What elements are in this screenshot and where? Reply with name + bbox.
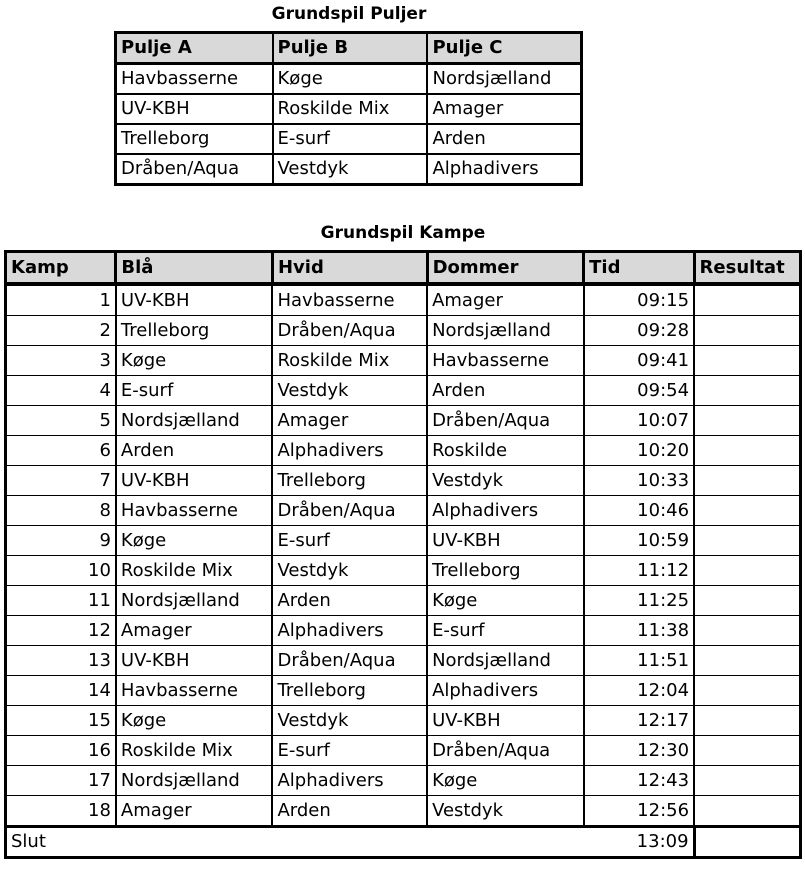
blaa-team: Arden bbox=[116, 436, 273, 466]
puljer-cell: Dråben/Aqua bbox=[116, 154, 273, 185]
tid-cell: 09:15 bbox=[584, 284, 694, 316]
tid-cell: 09:54 bbox=[584, 376, 694, 406]
kamp-number: 11 bbox=[6, 586, 116, 616]
dommer-team: Køge bbox=[427, 766, 584, 796]
dommer-team: Vestdyk bbox=[427, 466, 584, 496]
tid-cell: 10:20 bbox=[584, 436, 694, 466]
hvid-team: Dråben/Aqua bbox=[272, 316, 427, 346]
kampe-title: Grundspil Kampe bbox=[320, 223, 486, 243]
kampe-table bbox=[4, 250, 802, 859]
dommer-team: Nordsjælland bbox=[427, 316, 584, 346]
kamp-number: 13 bbox=[6, 646, 116, 676]
hvid-team: Roskilde Mix bbox=[272, 346, 427, 376]
blaa-team: Køge bbox=[116, 526, 273, 556]
header-kamp: Kamp bbox=[6, 252, 116, 285]
hvid-team: Trelleborg bbox=[272, 466, 427, 496]
resultat-cell bbox=[694, 284, 800, 316]
dommer-team: UV-KBH bbox=[427, 526, 584, 556]
puljer-cell: Roskilde Mix bbox=[273, 94, 428, 124]
table-row bbox=[6, 766, 801, 796]
kamp-number: 6 bbox=[6, 436, 116, 466]
resultat-cell bbox=[694, 586, 800, 616]
puljer-cell: Trelleborg bbox=[116, 124, 273, 154]
tid-cell: 11:38 bbox=[584, 616, 694, 646]
table-row bbox=[6, 706, 801, 736]
resultat-cell bbox=[694, 706, 800, 736]
puljer-cell: E-surf bbox=[273, 124, 428, 154]
resultat-cell bbox=[694, 556, 800, 586]
resultat-cell bbox=[694, 616, 800, 646]
kamp-number: 8 bbox=[6, 496, 116, 526]
tid-cell: 09:41 bbox=[584, 346, 694, 376]
header-blaa: Blå bbox=[116, 252, 273, 285]
hvid-team: E-surf bbox=[272, 526, 427, 556]
puljer-cell: Køge bbox=[273, 64, 428, 95]
blaa-team: Havbasserne bbox=[116, 676, 273, 706]
hvid-team: Dråben/Aqua bbox=[272, 496, 427, 526]
dommer-team: Havbasserne bbox=[427, 346, 584, 376]
kamp-number: 14 bbox=[6, 676, 116, 706]
blaa-team: UV-KBH bbox=[116, 646, 273, 676]
dommer-team: UV-KBH bbox=[427, 706, 584, 736]
table-row bbox=[6, 496, 801, 526]
resultat-cell bbox=[694, 436, 800, 466]
kamp-number: 5 bbox=[6, 406, 116, 436]
header-tid: Tid bbox=[584, 252, 694, 285]
kamp-number: 15 bbox=[6, 706, 116, 736]
dommer-team: Dråben/Aqua bbox=[427, 406, 584, 436]
hvid-team: Vestdyk bbox=[272, 706, 427, 736]
resultat-cell bbox=[694, 646, 800, 676]
table-row bbox=[6, 646, 801, 676]
puljer-cell: Vestdyk bbox=[273, 154, 428, 185]
blaa-team: Roskilde Mix bbox=[116, 556, 273, 586]
hvid-team: Amager bbox=[272, 406, 427, 436]
blaa-team: E-surf bbox=[116, 376, 273, 406]
blaa-team: Havbasserne bbox=[116, 496, 273, 526]
hvid-team: Alphadivers bbox=[272, 436, 427, 466]
hvid-team: Alphadivers bbox=[272, 616, 427, 646]
table-row bbox=[6, 316, 801, 346]
resultat-cell bbox=[694, 376, 800, 406]
dommer-team: Dråben/Aqua bbox=[427, 736, 584, 766]
blaa-team: UV-KBH bbox=[116, 284, 273, 316]
tid-cell: 12:30 bbox=[584, 736, 694, 766]
tid-cell: 12:17 bbox=[584, 706, 694, 736]
resultat-cell bbox=[694, 496, 800, 526]
slut-empty bbox=[694, 827, 800, 858]
tid-cell: 11:25 bbox=[584, 586, 694, 616]
blaa-team: Nordsjælland bbox=[116, 406, 273, 436]
hvid-team: Arden bbox=[272, 796, 427, 827]
dommer-team: Arden bbox=[427, 376, 584, 406]
resultat-cell bbox=[694, 766, 800, 796]
tid-cell: 10:59 bbox=[584, 526, 694, 556]
dommer-team: E-surf bbox=[427, 616, 584, 646]
resultat-cell bbox=[694, 346, 800, 376]
blaa-team: Nordsjælland bbox=[116, 586, 273, 616]
slut-time: 13:09 bbox=[584, 827, 694, 858]
resultat-cell bbox=[694, 406, 800, 436]
puljer-cell: Amager bbox=[427, 94, 581, 124]
table-row bbox=[6, 556, 801, 586]
blaa-team: Køge bbox=[116, 706, 273, 736]
puljer-cell: Alphadivers bbox=[432, 158, 539, 179]
kamp-number: 1 bbox=[6, 284, 116, 316]
hvid-team: Vestdyk bbox=[272, 556, 427, 586]
dommer-team: Nordsjælland bbox=[427, 646, 584, 676]
kamp-number: 3 bbox=[6, 346, 116, 376]
table-row bbox=[6, 466, 801, 496]
table-row bbox=[6, 796, 801, 827]
puljer-title: Grundspil Puljer bbox=[271, 4, 427, 24]
puljer-cell: Nordsjælland bbox=[427, 64, 581, 95]
table-row bbox=[6, 736, 801, 766]
table-row bbox=[6, 526, 801, 556]
header-pulje-a: Pulje A bbox=[116, 33, 273, 64]
table-row bbox=[6, 676, 801, 706]
dommer-team: Amager bbox=[427, 284, 584, 316]
puljer-row bbox=[116, 124, 582, 154]
header-hvid: Hvid bbox=[272, 252, 427, 285]
dommer-team: Køge bbox=[427, 586, 584, 616]
dommer-team: Alphadivers bbox=[427, 676, 584, 706]
tid-cell: 12:43 bbox=[584, 766, 694, 796]
blaa-team: UV-KBH bbox=[116, 466, 273, 496]
dommer-team: Trelleborg bbox=[427, 556, 584, 586]
tid-cell: 10:46 bbox=[584, 496, 694, 526]
table-row bbox=[6, 616, 801, 646]
table-row bbox=[6, 406, 801, 436]
tid-cell: 09:28 bbox=[584, 316, 694, 346]
puljer-cell: UV-KBH bbox=[116, 94, 273, 124]
slut-row bbox=[6, 827, 801, 858]
kamp-number: 4 bbox=[6, 376, 116, 406]
puljer-table bbox=[114, 31, 583, 186]
blaa-team: Nordsjælland bbox=[116, 766, 273, 796]
blaa-team: Amager bbox=[116, 796, 273, 827]
resultat-cell bbox=[694, 736, 800, 766]
resultat-cell bbox=[694, 466, 800, 496]
resultat-cell bbox=[694, 676, 800, 706]
blaa-team: Køge bbox=[116, 346, 273, 376]
table-row bbox=[6, 376, 801, 406]
tid-cell: 10:07 bbox=[584, 406, 694, 436]
resultat-cell bbox=[694, 796, 800, 827]
tid-cell: 10:33 bbox=[584, 466, 694, 496]
hvid-team: Dråben/Aqua bbox=[272, 646, 427, 676]
blaa-team: Roskilde Mix bbox=[116, 736, 273, 766]
hvid-team: Vestdyk bbox=[272, 376, 427, 406]
dommer-team: Vestdyk bbox=[427, 796, 584, 827]
dommer-team: Alphadivers bbox=[427, 496, 584, 526]
tid-cell: 11:51 bbox=[584, 646, 694, 676]
kamp-number: 16 bbox=[6, 736, 116, 766]
hvid-team: E-surf bbox=[272, 736, 427, 766]
resultat-cell bbox=[694, 316, 800, 346]
kamp-number: 18 bbox=[6, 796, 116, 827]
resultat-cell bbox=[694, 526, 800, 556]
table-row bbox=[6, 586, 801, 616]
kamp-number: 12 bbox=[6, 616, 116, 646]
puljer-header-row bbox=[116, 33, 582, 64]
puljer-cell: Arden bbox=[427, 124, 581, 154]
tid-cell: 12:04 bbox=[584, 676, 694, 706]
kamp-number: 10 bbox=[6, 556, 116, 586]
puljer-row bbox=[116, 64, 582, 95]
kamp-number: 9 bbox=[6, 526, 116, 556]
header-resultat: Resultat bbox=[694, 252, 800, 285]
hvid-team: Trelleborg bbox=[272, 676, 427, 706]
kamp-number: 17 bbox=[6, 766, 116, 796]
tid-cell: 12:56 bbox=[584, 796, 694, 827]
hvid-team: Arden bbox=[272, 586, 427, 616]
dommer-team: Roskilde bbox=[427, 436, 584, 466]
hvid-team: Alphadivers bbox=[272, 766, 427, 796]
kampe-header-row bbox=[6, 252, 801, 285]
header-dommer: Dommer bbox=[427, 252, 584, 285]
table-row bbox=[6, 436, 801, 466]
blaa-team: Amager bbox=[116, 616, 273, 646]
slut-label: Slut bbox=[6, 827, 584, 858]
hvid-team: Havbasserne bbox=[272, 284, 427, 316]
header-pulje-c: Pulje C bbox=[427, 33, 581, 64]
blaa-team: Trelleborg bbox=[116, 316, 273, 346]
puljer-row bbox=[116, 94, 582, 124]
header-pulje-b: Pulje B bbox=[273, 33, 428, 64]
puljer-cell: Havbasserne bbox=[116, 64, 273, 95]
table-row bbox=[6, 346, 801, 376]
tid-cell: 11:12 bbox=[584, 556, 694, 586]
kamp-number: 2 bbox=[6, 316, 116, 346]
puljer-row bbox=[116, 154, 582, 185]
kamp-number: 7 bbox=[6, 466, 116, 496]
table-row bbox=[6, 284, 801, 316]
